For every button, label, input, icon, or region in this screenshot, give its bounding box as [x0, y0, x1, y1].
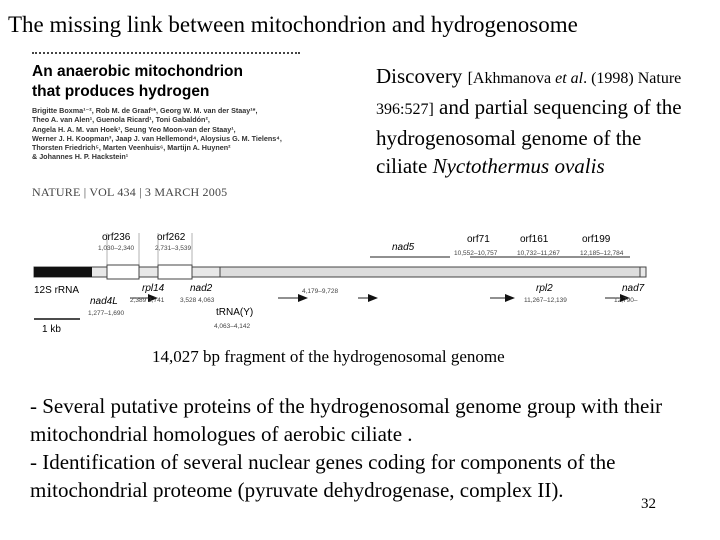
author-line: Werner J. H. Koopman³, Jaap J. van Hellemond⁴, Aloysius G. M. Tielens⁴, [32, 133, 282, 143]
arrow-head [368, 294, 378, 302]
gene-label-12s-rrna: 12S rRNA [34, 285, 80, 296]
gene-range-central: 4,179–9,728 [302, 288, 339, 295]
gene-label-nad4l: nad4L [90, 296, 118, 307]
page-number: 32 [641, 496, 656, 512]
reference-part-b: . (1998) Nature 396:527] [376, 70, 682, 118]
bullet-item: - Several putative proteins of the hydrogenosomal genome group with their mitochondrial homologues of aerobic ciliate . [30, 394, 663, 446]
author-line: & Johannes H. P. Hackstein¹ [32, 152, 129, 162]
scale-label: 1 kb [42, 324, 61, 335]
species-name: Nyctothermus ovalis [432, 154, 605, 178]
gene-label-orf71: orf71 [467, 234, 490, 245]
author-line: Angela H. A. M. van Hoek¹, Seung Yeo Moon-van der Staay¹, [32, 124, 236, 134]
gene-box-orf236 [107, 265, 139, 279]
gene-label-rpl14: rpl14 [142, 283, 165, 294]
discovery-lead: Discovery [376, 64, 468, 88]
article-clipping [32, 52, 310, 212]
arrow-head [298, 294, 308, 302]
rrna-block [34, 267, 92, 277]
gene-label-orf161: orf161 [520, 234, 549, 245]
gene-range-orf236: 1,030–2,340 [98, 245, 135, 252]
article-authors [32, 106, 282, 162]
gene-label-rpl2: rpl2 [536, 283, 553, 294]
gene-label-trna-y: tRNA(Y) [216, 307, 254, 318]
discovery-rest: and partial sequencing of the hydrogenosomal genome of the ciliate [376, 95, 682, 178]
gene-range-rpl14: 2,389 2,741 [130, 297, 165, 304]
gene-range-trna-y: 4,063–4,142 [214, 323, 251, 330]
gene-bar-region [220, 267, 640, 277]
reference-etal: et al [555, 70, 584, 87]
article-heading-line1: An anaerobic mitochondrion [32, 63, 243, 80]
article-heading [32, 62, 243, 102]
gene-label-nad2: nad2 [190, 283, 213, 294]
gene-label-orf236: orf236 [102, 232, 131, 243]
figure-caption: 14,027 bp fragment of the hydrogenosomal genome [152, 347, 505, 366]
gene-range-nad7: 12,790– [614, 297, 638, 304]
author-line: Theo A. van Alen¹, Guenola Ricard¹, Toni Gabaldón², [32, 115, 210, 125]
gene-range-nad2: 3,528 4,063 [180, 297, 215, 304]
gene-label-orf262: orf262 [157, 232, 186, 243]
gene-range-nad4l: 1,277–1,690 [88, 310, 125, 317]
arrow-head [505, 294, 515, 302]
bullet-item: - Identification of several nuclear genes coding for components of the mitochondrial proteome (pyruvate dehydrogenase, complex II). [30, 450, 616, 502]
bullet-list [30, 392, 700, 504]
reference-part-a: [Akhmanova [467, 70, 556, 87]
journal-citation: NATURE | VOL 434 | 3 MARCH 2005 [32, 185, 228, 199]
gene-range-rpl2: 11,267–12,139 [524, 297, 567, 304]
gene-label-orf199: orf199 [582, 234, 611, 245]
genome-map-figure [30, 218, 660, 343]
gene-box-orf262 [158, 265, 192, 279]
author-line: Brigitte Boxma¹⁻², Rob M. de Graaf¹*, Georg W. M. van der Staay¹*, [32, 106, 258, 115]
article-heading-line2: that produces hydrogen [32, 83, 210, 100]
author-line: Thorsten Friedrich⁵, Marten Veenhuis⁶, Martijn A. Huynen² [32, 143, 231, 153]
gene-range-orf262: 2,731–3,539 [155, 245, 192, 252]
gene-range-orf71: 10,552–10,757 [454, 250, 498, 257]
dotted-divider [32, 52, 300, 54]
slide-title: The missing link between mitochondrion and hydrogenosome [8, 12, 578, 37]
gene-label-nad5: nad5 [392, 242, 415, 253]
gene-range-orf161: 10,732–11,267 [517, 250, 560, 257]
gene-range-orf199: 12,185–12,784 [580, 250, 624, 257]
gene-label-nad7: nad7 [622, 283, 645, 294]
discovery-text [376, 62, 696, 180]
